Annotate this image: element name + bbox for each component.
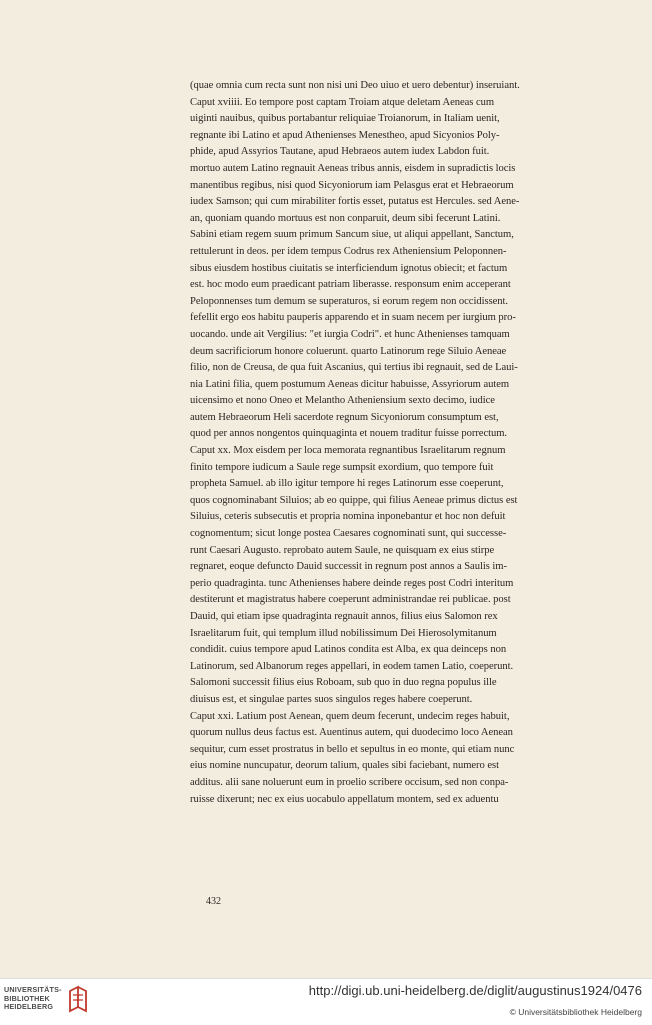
text-line: ruisse dixerunt; nec ex eius uocabulo appellatum montem, sed ex aduentu xyxy=(190,793,499,805)
text-line: additus. alii sane noluerunt eum in proelio scribere occisum, sed non conpa- xyxy=(190,776,509,788)
text-line: diuisus est, et singulae partes suos singulos reges habere coeperunt. xyxy=(190,693,473,705)
text-line: manentibus regibus, nisi quod Sicyoniorum iam Pelasgus erat et Hebraeorum xyxy=(190,179,514,191)
text-line: Peloponnenses tum demum se superaturos, si eorum regem non occidissent. xyxy=(190,295,509,307)
text-line: uicensimo et nono Oneo et Melantho Atheniensium sexto decimo, iudice xyxy=(190,395,495,407)
text-line: regnaret, eoque defuncto Dauid successit in regnum post annos a Saulis im- xyxy=(190,561,507,573)
text-line: mortuo autem Latino regnauit Aeneas tribus annis, eisdem in supradictis locis xyxy=(190,162,516,174)
footer-bar xyxy=(0,978,652,1025)
text-line: Caput xviiii. Eo tempore post captam Troiam atque deletam Aeneas cum xyxy=(190,96,495,108)
text-line: quos cognominabant Siluios; ab eo quippe, qui filius Aeneae primus dictus est xyxy=(190,494,518,506)
text-line: filio, non de Creusa, de qua fuit Ascanius, qui tertius ibi regnauit, sed de Laui- xyxy=(190,362,518,374)
permalink-url[interactable]: http://digi.ub.uni-heidelberg.de/diglit/augustinus1924/0476 xyxy=(308,983,642,998)
page-number: 432 xyxy=(206,896,221,907)
text-line: sequitur, cum esset prostratus in bello et sepultus in eo monte, qui etiam nunc xyxy=(190,743,515,755)
text-line: cognomentum; sicut longe postea Caesares cognominati sunt, qui successe- xyxy=(190,528,507,540)
logo-line: UNIVERSITÄTS- xyxy=(4,985,62,995)
text-line: finito tempore iudicum a Saule rege sumpsit exordium, quo tempore fuit xyxy=(190,461,494,473)
body-text xyxy=(190,78,598,808)
text-line: Caput xx. Mox eisdem per loca memorata regnantibus Israelitarum regnum xyxy=(190,445,506,457)
text-line: perio quadraginta. tunc Athenienses habere deinde reges post Codri interitum xyxy=(190,577,514,589)
text-line: iudex Samson; qui cum mirabiliter fortis esset, putatus est Hercules. sed Aene- xyxy=(190,196,520,208)
library-logo[interactable] xyxy=(4,985,89,1013)
text-line: Latinorum, sed Albanorum reges appellari, in eodem tamen Latio, coeperunt. xyxy=(190,660,514,672)
text-line: Dauid, qui etiam ipse quadraginta regnauit annos, filius eius Salomon rex xyxy=(190,611,498,622)
library-emblem-icon xyxy=(67,985,89,1013)
text-line: quod per annos nongentos quinquaginta et nouem traditur fuisse porrectum. xyxy=(190,428,508,440)
text-line: sibus eiusdem hostibus ciuitatis se interficiendum ignotus obiecit; et factum xyxy=(190,262,508,274)
text-line: uocando. unde ait Vergilius: "et iurgia Codri". et hunc Athenienses tamquam xyxy=(190,328,510,340)
text-line: propheta Samuel. ab illo igitur tempore hi reges Latinorum esse coeperunt, xyxy=(190,478,504,490)
text-line: nia Latini filia, quem postumum Aeneas dicitur habuisse, Assyriorum autem xyxy=(190,378,510,390)
text-line: Salomoni successit filius eius Roboam, sub quo in duo regna populus ille xyxy=(190,677,497,689)
text-line: fefellit ergo eos habitu pauperis apparendo et in suam necem per iurgium pro- xyxy=(190,312,516,324)
text-line: Caput xxi. Latium post Aenean, quem deum fecerunt, undecim reges habuit, xyxy=(190,710,510,722)
text-line: deum sacrificiorum honore coluerunt. quarto Latinorum rege Siluio Aeneae xyxy=(190,345,507,357)
text-line: an, quoniam quando mortuus est non conparuit, deum sibi fecerunt Latini. xyxy=(190,212,501,224)
text-line: Sabini etiam regem suum primum Sancum siue, ut aliqui appellant, Sanctum, xyxy=(190,229,514,241)
text-line: uiginti nauibus, quibus portabantur reliquiae Troianorum, in Italiam uenit, xyxy=(190,113,500,125)
text-line: Siluius, ceteris subsecutis et propria nomina inponebantur et hoc non defuit xyxy=(190,511,506,523)
logo-line: BIBLIOTHEK xyxy=(4,993,50,1003)
text-line: (quae omnia cum recta sunt non nisi uni Deo uiuo et uero debentur) inseruiant. xyxy=(190,80,520,91)
text-line: destiterunt et magistratus habere coeperunt administrandae rei publicae. post xyxy=(190,594,511,606)
text-line: regnante ibi Latino et apud Athenienses Menestheo, apud Sicyonios Poly- xyxy=(190,129,500,141)
text-line: eius nomine nuncupatur, deorum talium, quales sibi faciebant, numero est xyxy=(190,760,499,772)
logo-line: HEIDELBERG xyxy=(4,1002,54,1012)
copyright-notice: © Universitätsbibliothek Heidelberg xyxy=(509,1007,642,1017)
logo-text xyxy=(4,986,62,1012)
text-line: autem Hebraeorum Heli sacerdote regnum Sicyoniorum consumptum est, xyxy=(190,411,499,423)
text-line: rettulerunt in deos. per idem tempus Codrus rex Atheniensium Peloponnen- xyxy=(190,245,507,257)
text-line: Israelitarum fuit, qui templum illud nobilissimum Dei Hierosolymitanum xyxy=(190,627,497,639)
text-line: phide, apud Assyrios Tautane, apud Hebraeos autem iudex Labdon fuit. xyxy=(190,146,490,158)
text-line: condidit. cuius tempore apud Latinos condita est Alba, ex qua deinceps non xyxy=(190,644,507,656)
text-line: est. hoc modo eum praedicant patriam liberasse. responsum enim acceperant xyxy=(190,279,511,291)
text-line: quorum nullus deus factus est. Auentinus autem, qui duodecimo loco Aenean xyxy=(190,727,513,739)
text-line: runt Caesari Augusto. reprobato autem Saule, ne quisquam ex eius stirpe xyxy=(190,544,495,556)
